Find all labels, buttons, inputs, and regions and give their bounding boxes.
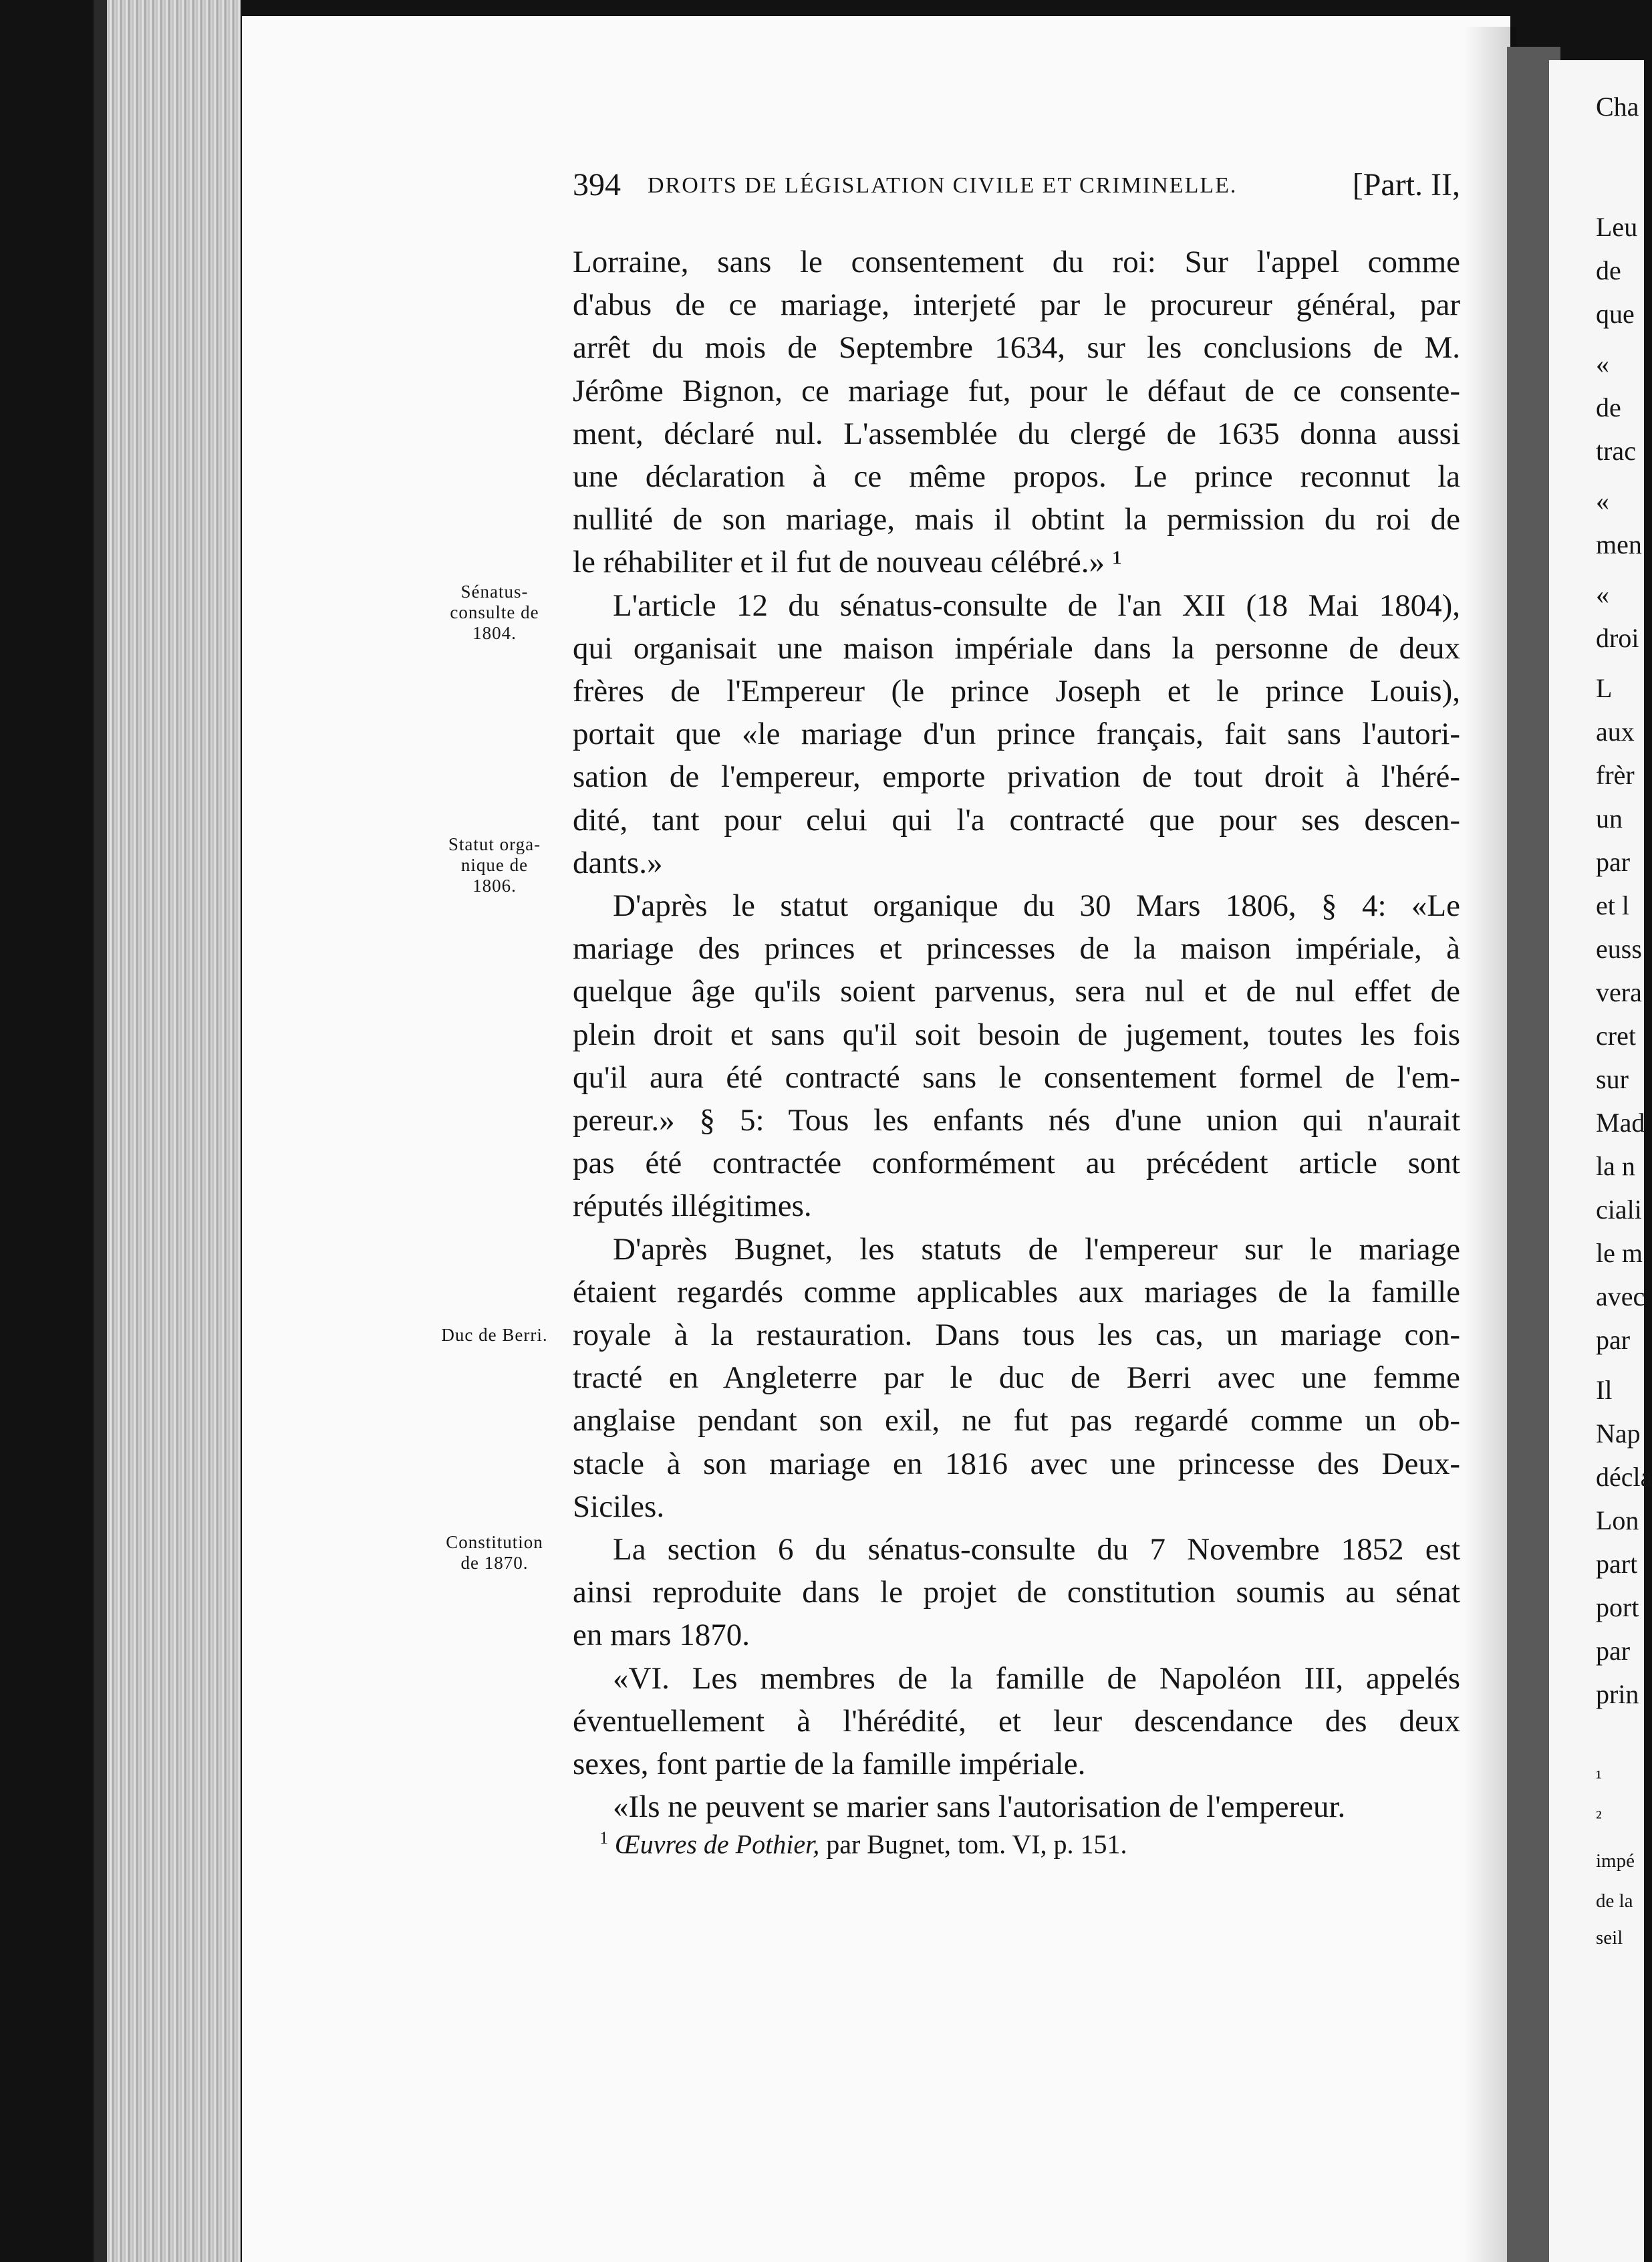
facing-page-line: avec bbox=[1596, 1281, 1645, 1311]
facing-page-footnote-line: de la bbox=[1596, 1890, 1633, 1912]
facing-page-line: Il bbox=[1596, 1375, 1613, 1405]
facing-page-line: part bbox=[1596, 1549, 1638, 1579]
facing-page-line: Leu bbox=[1596, 212, 1638, 242]
text-line: «VI. Les membres de la famille de Napoléon III, appelés bbox=[613, 1660, 1460, 1696]
margin-note-line: Statut orga- bbox=[448, 834, 541, 854]
running-title: DROITS DE LÉGISLATION CIVILE ET CRIMINELLE. bbox=[648, 173, 1238, 198]
text-line: Siciles. bbox=[573, 1489, 665, 1524]
page-edges bbox=[107, 0, 241, 2262]
text-line: tracté en Angleterre par le duc de Berri avec une femme bbox=[573, 1360, 1460, 1396]
facing-page-line: par bbox=[1596, 1325, 1631, 1355]
facing-page-line: port bbox=[1596, 1592, 1639, 1622]
text-line: une déclaration à ce même propos. Le prince reconnut la bbox=[573, 459, 1460, 494]
text-line: dants.» bbox=[573, 845, 663, 880]
text-line: pereur.» § 5: Tous les enfants nés d'une union qui n'aurait bbox=[573, 1103, 1460, 1138]
facing-page-footnote-line: ¹ bbox=[1596, 1767, 1602, 1788]
text-line: dité, tant pour celui qui l'a contracté que pour ses descen- bbox=[573, 802, 1460, 838]
text-line: La section 6 du sénatus-consulte du 7 Novembre 1852 est bbox=[613, 1532, 1460, 1567]
text-line: anglaise pendant son exil, ne fut pas regardé comme un ob- bbox=[573, 1403, 1460, 1438]
text-line: ainsi reproduite dans le projet de constitution soumis au sénat bbox=[573, 1575, 1460, 1610]
facing-page-footnote-line: seil bbox=[1596, 1927, 1623, 1949]
text-line: royale à la restauration. Dans tous les cas, un mariage con- bbox=[573, 1317, 1460, 1352]
margin-note-line: consulte de bbox=[450, 602, 539, 622]
text-line: D'après Bugnet, les statuts de l'empereur sur le mariage bbox=[613, 1231, 1460, 1267]
facing-page-line: « bbox=[1596, 349, 1609, 379]
text-line: d'abus de ce mariage, interjeté par le procureur général, par bbox=[573, 287, 1460, 323]
text-line: éventuellement à l'hérédité, et leur descendance des deux bbox=[573, 1703, 1460, 1739]
margin-note bbox=[428, 1325, 561, 1346]
margin-note bbox=[428, 582, 561, 644]
facing-page-line: men bbox=[1596, 529, 1642, 559]
facing-page-line: L bbox=[1596, 673, 1613, 703]
text-line: Jérôme Bignon, ce mariage fut, pour le défaut de ce consente- bbox=[573, 373, 1460, 408]
text-line: pas été contractée conformément au précédent article sont bbox=[573, 1146, 1460, 1181]
text-line: portait que «le mariage d'un prince français, fait sans l'autori- bbox=[573, 717, 1460, 752]
facing-page-line: Cha bbox=[1596, 92, 1639, 122]
footnote-mark: 1 bbox=[599, 1828, 608, 1848]
text-line: en mars 1870. bbox=[573, 1618, 750, 1653]
facing-page-line: prin bbox=[1596, 1679, 1639, 1709]
text-line: frères de l'Empereur (le prince Joseph et le prince Louis), bbox=[573, 674, 1460, 709]
text-line: L'article 12 du sénatus-consulte de l'an XII (18 Mai 1804), bbox=[613, 588, 1460, 623]
margin-note-line: Duc de Berri. bbox=[441, 1325, 548, 1345]
facing-page-line: et l bbox=[1596, 890, 1629, 920]
facing-page-footnote-line: impé bbox=[1596, 1850, 1635, 1872]
text-line: réputés illégitimes. bbox=[573, 1188, 812, 1224]
facing-page-line: droi bbox=[1596, 623, 1639, 653]
text-line: quelque âge qu'ils soient parvenus, sera nul et de nul effet de bbox=[573, 974, 1460, 1009]
facing-page-line: le m bbox=[1596, 1238, 1643, 1268]
running-header bbox=[573, 166, 1460, 207]
text-line: nullité de son mariage, mais il obtint la permission du roi de bbox=[573, 502, 1460, 537]
facing-page-line: frèr bbox=[1596, 760, 1635, 790]
margin-note-line: Constitution bbox=[446, 1532, 543, 1552]
text-line: qu'il aura été contracté sans le consentement formel de l'em- bbox=[573, 1059, 1460, 1095]
facing-page-line: de bbox=[1596, 392, 1621, 422]
text-line: ment, déclaré nul. L'assemblée du clergé de 1635 donna aussi bbox=[573, 416, 1460, 451]
facing-page bbox=[1549, 60, 1652, 2262]
facing-page-line: la n bbox=[1596, 1151, 1635, 1181]
margin-note-line: de 1870. bbox=[460, 1553, 529, 1573]
margin-note bbox=[428, 1532, 561, 1574]
text-line: étaient regardés comme applicables aux mariages de la famille bbox=[573, 1274, 1460, 1309]
text-line: arrêt du mois de Septembre 1634, sur les conclusions de M. bbox=[573, 330, 1460, 366]
facing-page-footnote-line: ² bbox=[1596, 1807, 1602, 1828]
facing-page-line: ciali bbox=[1596, 1195, 1642, 1225]
facing-page-line: Mad bbox=[1596, 1108, 1645, 1138]
facing-page-line: Nap bbox=[1596, 1418, 1641, 1449]
margin-note-line: nique de bbox=[460, 855, 529, 875]
facing-page-line: euss bbox=[1596, 934, 1642, 964]
facing-page-line: par bbox=[1596, 847, 1631, 877]
text-line: le réhabiliter et il fut de nouveau célébré.» ¹ bbox=[573, 545, 1122, 580]
text-line: mariage des princes et princesses de la maison impériale, à bbox=[573, 931, 1460, 967]
text-line: D'après le statut organique du 30 Mars 1806, § 4: «Le bbox=[613, 888, 1460, 923]
text-line: sation de l'empereur, emporte privation de tout droit à l'héré- bbox=[573, 759, 1460, 795]
margin-note bbox=[428, 834, 561, 896]
facing-page-line: un bbox=[1596, 803, 1623, 834]
footnote-title: Œuvres de Pothier, bbox=[615, 1829, 820, 1860]
text-line: stacle à son mariage en 1816 avec une princesse des Deux- bbox=[573, 1446, 1460, 1481]
facing-page-line: vera bbox=[1596, 977, 1642, 1007]
margin-note-line: 1806. bbox=[472, 876, 517, 896]
footnote bbox=[599, 1828, 1127, 1860]
part-label: [Part. II, bbox=[1352, 167, 1460, 203]
margin-note-line: Sénatus- bbox=[460, 582, 529, 602]
text-line: sexes, font partie de la famille impériale. bbox=[573, 1747, 1086, 1781]
page-number: 394 bbox=[573, 167, 621, 203]
text-line: Lorraine, sans le consentement du roi: Sur l'appel comme bbox=[573, 245, 1460, 279]
facing-page-line: « bbox=[1596, 486, 1609, 516]
text-line: plein droit et sans qu'il soit besoin de jugement, toutes les fois bbox=[573, 1017, 1460, 1052]
facing-page-line: de bbox=[1596, 255, 1621, 285]
footnote-text: par Bugnet, tom. VI, p. 151. bbox=[826, 1829, 1127, 1860]
text-line: «Ils ne peuvent se marier sans l'autorisation de l'empereur. bbox=[613, 1789, 1346, 1825]
facing-page-line: trac bbox=[1596, 436, 1636, 466]
facing-page-line: cret bbox=[1596, 1021, 1636, 1051]
facing-page-line: que bbox=[1596, 299, 1635, 329]
facing-page-line: aux bbox=[1596, 717, 1635, 747]
facing-page-line: « bbox=[1596, 580, 1609, 610]
facing-page-line: sur bbox=[1596, 1064, 1629, 1094]
facing-page-line: décla bbox=[1596, 1462, 1652, 1492]
facing-page-line: par bbox=[1596, 1636, 1631, 1666]
margin-note-line: 1804. bbox=[472, 623, 517, 643]
text-line: qui organisait une maison impériale dans la personne de deux bbox=[573, 630, 1460, 666]
facing-page-line: Lon bbox=[1596, 1505, 1639, 1535]
